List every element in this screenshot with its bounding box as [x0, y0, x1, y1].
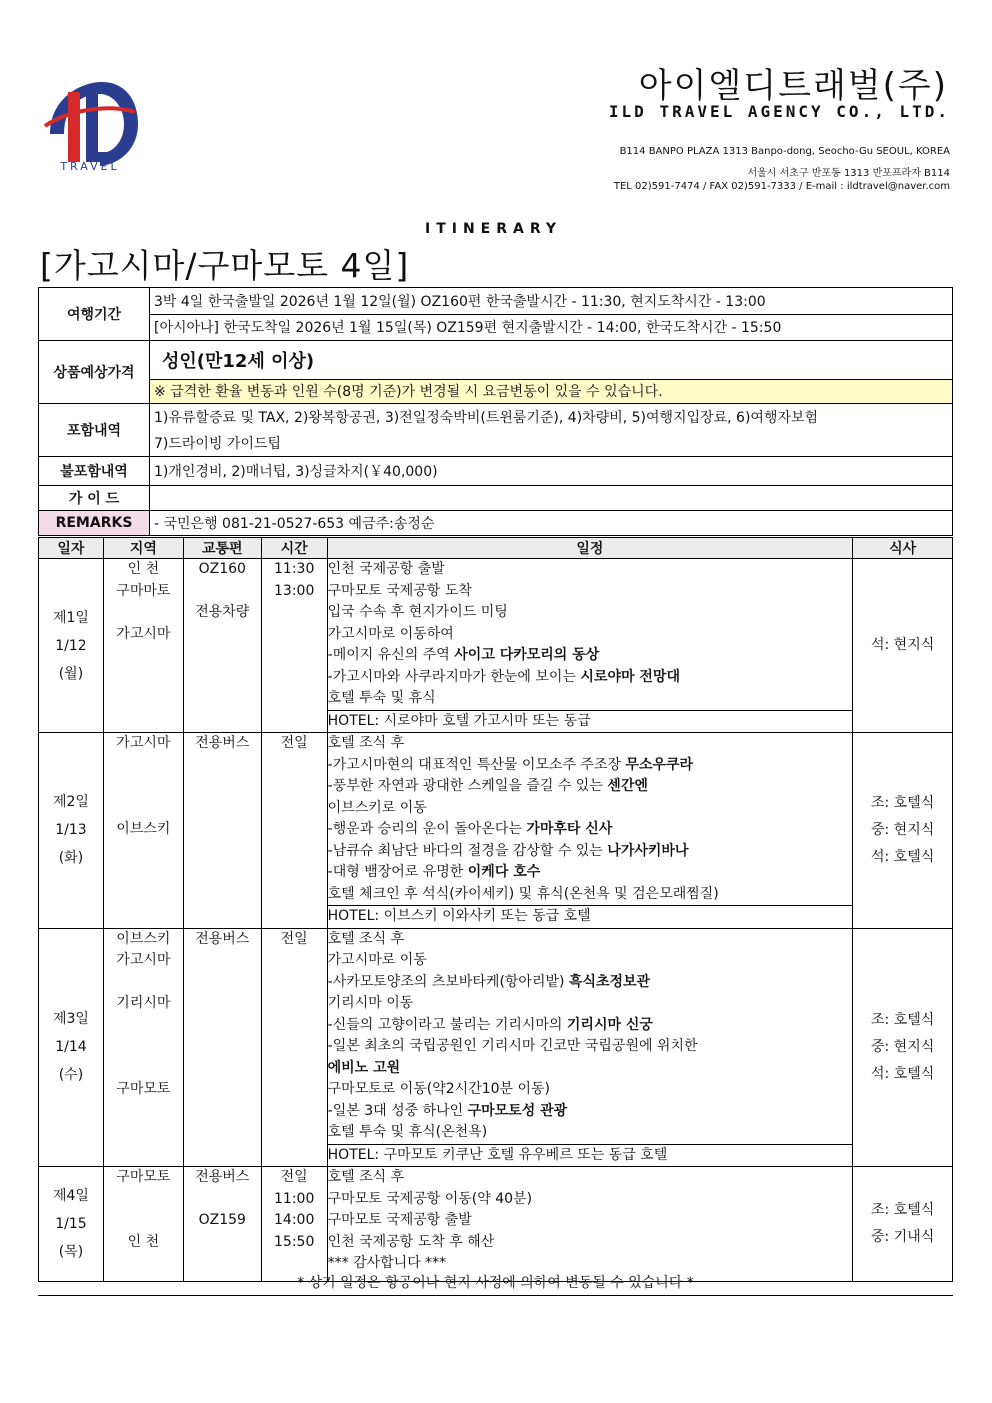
period-label: 여행기간 — [39, 288, 150, 341]
schedule-header-row — [39, 538, 953, 559]
day-cell — [39, 733, 104, 929]
header-date: 일자 — [39, 538, 104, 559]
price-note: ※ 급격한 환율 변동과 인원 수(8명 기준)가 변경될 시 요금변동이 있을 수 있습니다. — [150, 379, 953, 403]
day-label: 제4일 — [52, 1188, 89, 1204]
schedule-text: -신들의 고향이라고 불리는 기리시마의 — [327, 1016, 567, 1033]
itinerary-label: ITINERARY — [425, 221, 563, 237]
transport-cell — [183, 1167, 261, 1282]
region-entry — [104, 602, 183, 624]
time-entry: 15:50 — [274, 1233, 315, 1250]
time-entry: 11:30 — [274, 561, 315, 577]
region-entry: 구마마토 — [116, 582, 171, 599]
schedule-highlight: 흑식초정보관 — [568, 973, 651, 990]
meals-cell — [853, 733, 953, 929]
day-label: 1/14 — [55, 1039, 87, 1056]
remarks-label: REMARKS — [39, 511, 150, 536]
time-entry — [262, 1036, 327, 1058]
schedule-highlight: 구마모토성 관광 — [467, 1102, 568, 1119]
transport-cell — [183, 928, 261, 1167]
meal-entry: 중: 현지식 — [870, 821, 935, 838]
region-entry — [104, 667, 183, 689]
region-entry — [104, 776, 183, 798]
time-entry — [262, 776, 327, 798]
schedule-line — [328, 602, 853, 624]
time-entry — [262, 993, 327, 1015]
transport-entry: OZ159 — [198, 1212, 246, 1228]
time-entry — [262, 819, 327, 841]
time-entry — [262, 1015, 327, 1037]
include-line-1: 1)유류할증료 및 TAX, 2)왕복항공권, 3)전일정숙박비(트윈룸기준), 4)차량비, 5)여행지입장료, 6)여행자보험 — [150, 404, 953, 431]
schedule-day-row — [39, 928, 953, 1167]
day-label: 1/13 — [55, 822, 87, 839]
schedule-cell — [327, 1167, 853, 1282]
transport-entry — [184, 862, 261, 884]
transport-entry: 전용차량 — [195, 604, 250, 620]
region-entry — [104, 841, 183, 863]
transport-entry — [184, 581, 261, 603]
guide-label: 가 이 드 — [39, 486, 150, 511]
header-region: 지역 — [103, 538, 183, 559]
region-entry — [104, 755, 183, 777]
schedule-line — [328, 1167, 853, 1189]
region-entry — [104, 688, 183, 710]
period-line-2: [아시아나] 한국도착일 2026년 1월 15일(목) OZ159편 현지출발시간 - 14:00, 한국도착시간 - 15:50 — [150, 314, 953, 341]
transport-entry — [184, 776, 261, 798]
hotel-line: HOTEL: 시로야마 호텔 가고시마 또는 동급 — [328, 710, 853, 733]
transport-entry — [184, 1079, 261, 1101]
page-title: [가고시마/구마모토 4일] — [40, 246, 410, 285]
meal-entry: 석: 호텔식 — [870, 848, 935, 865]
schedule-text: 기리시마 이동 — [327, 995, 414, 1011]
transport-entry — [184, 1015, 261, 1037]
transport-entry: OZ160 — [198, 561, 246, 577]
time-entry — [262, 624, 327, 646]
meal-entry: 조: 호텔식 — [870, 794, 935, 811]
transport-entry — [184, 819, 261, 841]
header-schedule: 일정 — [327, 538, 853, 559]
meals-cell — [853, 1167, 953, 1282]
region-entry: 이브스키 — [116, 930, 171, 947]
time-entry: 11:00 — [274, 1190, 315, 1207]
schedule-line — [328, 581, 853, 603]
day-label: 1/15 — [55, 1216, 87, 1232]
time-entry: 14:00 — [274, 1212, 315, 1228]
schedule-highlight: 기리시마 신궁 — [566, 1016, 653, 1033]
meal-entry: 석: 호텔식 — [870, 1065, 935, 1082]
meal-entry: 조: 호텔식 — [870, 1011, 935, 1028]
schedule-text: 호텔 투숙 및 휴식 — [327, 690, 436, 706]
time-entry — [262, 667, 327, 689]
transport-entry — [184, 710, 261, 732]
schedule-line — [328, 559, 853, 581]
schedule-text: 가고시마로 이동 — [327, 952, 427, 968]
transport-entry: 전용버스 — [195, 930, 250, 947]
schedule-line — [328, 950, 853, 972]
region-entry — [104, 972, 183, 994]
day-label: (목) — [58, 1244, 84, 1260]
region-entry: 가고시마 — [116, 735, 171, 751]
schedule-line — [328, 972, 853, 994]
time-entry — [262, 602, 327, 624]
meal-entry: 조: 호텔식 — [870, 1202, 935, 1218]
day-label: 제3일 — [52, 1011, 89, 1028]
schedule-highlight: 에비노 고원 — [327, 1059, 401, 1076]
schedule-highlight: 가마후타 신사 — [526, 821, 613, 837]
schedule-highlight: 나가사키바나 — [607, 842, 689, 859]
region-cell — [103, 559, 183, 733]
schedule-text: 구마모토 국제공항 출발 — [327, 1212, 472, 1228]
region-entry — [104, 862, 183, 884]
region-cell — [103, 1167, 183, 1282]
schedule-text: 입국 수속 후 현지가이드 미팅 — [327, 604, 508, 620]
region-entry: 인 천 — [127, 561, 160, 577]
transport-entry — [184, 1036, 261, 1058]
region-entry — [104, 710, 183, 732]
time-entry: 전일 — [280, 735, 308, 751]
schedule-line — [328, 776, 853, 798]
schedule-text: 호텔 체크인 후 석식(카이세키) 및 휴식(온천욕 및 검은모래찜질) — [327, 885, 719, 902]
transport-entry — [184, 645, 261, 667]
schedule-day-row — [39, 733, 953, 929]
guide-value — [150, 486, 953, 511]
schedule-cell — [327, 559, 853, 733]
time-cell — [261, 1167, 327, 1282]
day-cell — [39, 928, 104, 1167]
schedule-text: 호텔 조식 후 — [327, 735, 405, 751]
schedule-text: 구마모토 국제공항 도착 — [327, 582, 472, 599]
time-cell — [261, 559, 327, 733]
region-cell — [103, 928, 183, 1167]
transport-entry: 전용버스 — [195, 1169, 250, 1185]
logo-text: TRAVEL — [60, 160, 120, 173]
meal-entry: 중: 기내식 — [870, 1229, 935, 1245]
schedule-text: 호텔 조식 후 — [327, 930, 405, 947]
footer-note: * 상기 일정은 항공이나 현지 사정에 의하여 변동될 수 있습니다 * — [38, 1272, 953, 1296]
meal-entry: 중: 현지식 — [870, 1038, 935, 1055]
region-entry: 인 천 — [127, 1233, 160, 1250]
info-table — [38, 287, 953, 536]
hotel-line: HOTEL: 구마모토 키쿠난 호텔 유우베르 또는 동급 호텔 — [328, 1144, 853, 1167]
schedule-text: -일본 최초의 국립공원인 기리시마 긴코만 국립공원에 위치한 — [327, 1038, 698, 1054]
header-time: 시간 — [261, 538, 327, 559]
schedule-line — [328, 667, 853, 689]
transport-entry: 전용버스 — [195, 735, 250, 751]
transport-entry — [184, 624, 261, 646]
time-entry — [262, 1079, 327, 1101]
schedule-text: 이브스키로 이동 — [327, 799, 427, 816]
region-entry: 구마모토 — [116, 1169, 171, 1185]
schedule-line — [328, 884, 853, 906]
schedule-highlight: 이케다 호수 — [467, 864, 541, 880]
schedule-table — [38, 537, 953, 1282]
region-entry: 구마모토 — [116, 1081, 171, 1097]
meal-entry: 석: 현지식 — [870, 637, 935, 653]
region-entry — [104, 1036, 183, 1058]
time-entry — [262, 710, 327, 732]
time-entry — [262, 645, 327, 667]
schedule-text: -메이지 유신의 주역 — [327, 647, 455, 663]
schedule-line — [328, 1101, 853, 1123]
time-entry — [262, 1058, 327, 1080]
address-en: B114 BANPO PLAZA 1313 Banpo-dong, Seocho-Gu SEOUL, KOREA — [619, 146, 950, 157]
day-cell — [39, 1167, 104, 1282]
hotel-line: HOTEL: 이브스키 이와사키 또는 동급 호텔 — [328, 905, 853, 928]
header-meals: 식사 — [853, 538, 953, 559]
time-cell — [261, 733, 327, 929]
schedule-text: 호텔 투숙 및 휴식(온천욕) — [327, 1124, 488, 1140]
schedule-line — [328, 1058, 853, 1080]
schedule-text: 구마모토로 이동(약2시간10분 이동) — [327, 1081, 551, 1097]
schedule-text: -행운과 승리의 운이 돌아온다는 — [327, 821, 527, 837]
schedule-text: -가고시마와 사쿠라지마가 한눈에 보이는 — [327, 668, 581, 685]
schedule-line — [328, 862, 853, 884]
region-entry — [104, 884, 183, 906]
schedule-line — [328, 929, 853, 951]
schedule-cell — [327, 928, 853, 1167]
region-entry: 가고시마 — [116, 952, 171, 968]
company-name-kr: 아이엘디트래벌(주) — [638, 66, 948, 106]
include-label: 포함내역 — [39, 404, 150, 457]
day-label: 1/12 — [55, 637, 87, 654]
day-label: 제2일 — [52, 794, 89, 811]
schedule-highlight: 사이고 다카모리의 동상 — [454, 647, 600, 663]
schedule-text: -가고시마현의 대표적인 특산물 이모소주 주조장 — [327, 756, 626, 773]
time-entry — [262, 862, 327, 884]
transport-entry — [184, 755, 261, 777]
transport-entry — [184, 1189, 261, 1211]
schedule-line — [328, 1122, 853, 1144]
time-cell — [261, 928, 327, 1167]
transport-entry — [184, 950, 261, 972]
region-entry — [104, 645, 183, 667]
schedule-day-row — [39, 1167, 953, 1282]
schedule-text: -사카모토양조의 츠보바타케(항아리밭) — [327, 973, 569, 990]
time-entry — [262, 841, 327, 863]
schedule-line — [328, 688, 853, 710]
schedule-text: 인천 국제공항 출발 — [327, 561, 445, 577]
schedule-line — [328, 993, 853, 1015]
schedule-line — [328, 755, 853, 777]
transport-cell — [183, 733, 261, 929]
schedule-line — [328, 1232, 853, 1254]
exclude-label: 불포함내역 — [39, 457, 150, 486]
transport-entry — [184, 993, 261, 1015]
time-entry — [262, 950, 327, 972]
schedule-text: -남큐슈 최남단 바다의 절경을 감상할 수 있는 — [327, 842, 608, 859]
day-label: (화) — [58, 850, 84, 867]
contact-info: TEL 02)591-7474 / FAX 02)591-7333 / E-mail : ildtravel@naver.com — [613, 181, 950, 192]
time-entry — [262, 972, 327, 994]
region-entry — [104, 1210, 183, 1232]
transport-entry — [184, 841, 261, 863]
time-entry: 전일 — [280, 1169, 308, 1185]
region-entry — [104, 1189, 183, 1211]
header-transport: 교통편 — [183, 538, 261, 559]
schedule-text: 구마모토 국제공항 이동(약 40분) — [327, 1190, 533, 1207]
time-entry — [262, 688, 327, 710]
price-label: 상품예상가격 — [39, 341, 150, 404]
time-entry — [262, 884, 327, 906]
transport-entry — [184, 667, 261, 689]
schedule-line — [328, 645, 853, 667]
transport-entry — [184, 798, 261, 820]
region-entry — [104, 1015, 183, 1037]
transport-entry — [184, 1058, 261, 1080]
schedule-line — [328, 1015, 853, 1037]
transport-entry — [184, 1232, 261, 1254]
schedule-highlight: 무소우쿠라 — [625, 756, 694, 773]
schedule-text: -일본 3대 성중 하나인 — [327, 1102, 468, 1119]
region-entry: 이브스키 — [116, 821, 171, 837]
include-line-2: 7)드라이빙 가이드팁 — [150, 430, 953, 457]
exclude-value: 1)개인경비, 2)매너팁, 3)싱글차지(￥40,000) — [150, 457, 953, 486]
day-label: (월) — [58, 665, 84, 682]
transport-entry — [184, 688, 261, 710]
day-label: 제1일 — [52, 609, 89, 626]
schedule-line — [328, 1210, 853, 1232]
schedule-line — [328, 1036, 853, 1058]
schedule-line — [328, 1189, 853, 1211]
schedule-line — [328, 819, 853, 841]
schedule-highlight: 센간엔 — [607, 778, 648, 794]
schedule-line — [328, 1079, 853, 1101]
schedule-line — [328, 841, 853, 863]
schedule-text: -풍부한 자연과 광대한 스케일을 즐길 수 있는 — [327, 778, 608, 794]
region-cell — [103, 733, 183, 929]
region-entry — [104, 1058, 183, 1080]
time-entry: 13:00 — [274, 582, 315, 599]
day-cell — [39, 559, 104, 733]
address-kr: 서울시 서초구 반포동 1313 반포프라자 B114 — [747, 168, 950, 179]
remarks-value: - 국민은행 081-21-0527-653 예금주:송정순 — [150, 511, 953, 536]
time-entry: 전일 — [280, 930, 308, 947]
meals-cell — [853, 928, 953, 1167]
time-entry — [262, 798, 327, 820]
schedule-highlight: 시로야마 전망대 — [580, 668, 680, 685]
schedule-cell — [327, 733, 853, 929]
price-value: 성인(만12세 이상) — [150, 341, 953, 380]
time-entry — [262, 755, 327, 777]
transport-cell — [183, 559, 261, 733]
day-label: (수) — [58, 1067, 84, 1084]
region-entry: 기리시마 — [116, 995, 171, 1011]
schedule-day-row — [39, 559, 953, 733]
schedule-line — [328, 624, 853, 646]
transport-entry — [184, 972, 261, 994]
period-line-1: 3박 4일 한국출발일 2026년 1월 12일(월) OZ160편 한국출발시간 - 11:30, 현지도착시간 - 13:00 — [150, 288, 953, 315]
region-entry — [104, 798, 183, 820]
schedule-text: 가고시마로 이동하여 — [327, 625, 454, 642]
schedule-text: *** 감사합니다 *** — [327, 1255, 447, 1271]
schedule-text: 인천 국제공항 도착 후 해산 — [327, 1233, 495, 1250]
meals-cell — [853, 559, 953, 733]
region-entry: 가고시마 — [116, 625, 171, 642]
company-name-en: ILD TRAVEL AGENCY CO., LTD. — [608, 102, 950, 121]
schedule-text: -대형 뱀장어로 유명한 — [327, 864, 468, 880]
schedule-line — [328, 798, 853, 820]
schedule-text: 호텔 조식 후 — [327, 1169, 405, 1185]
schedule-line — [328, 733, 853, 755]
transport-entry — [184, 884, 261, 906]
